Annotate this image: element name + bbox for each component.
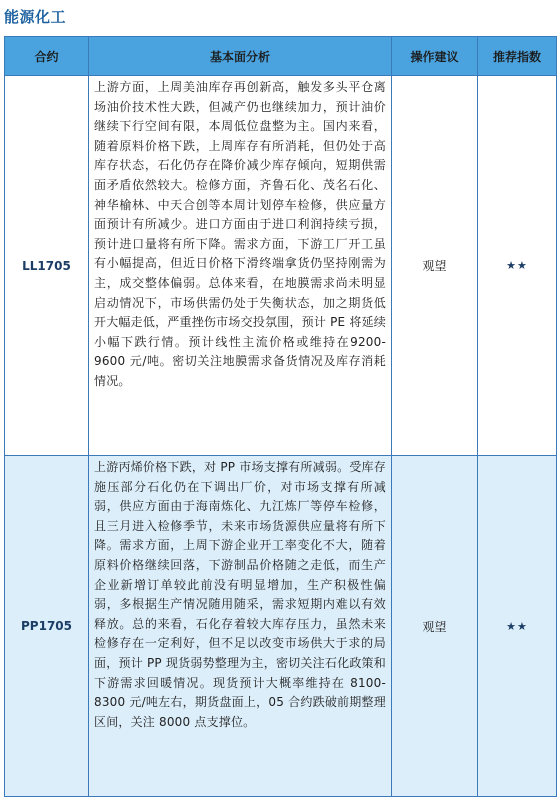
rating-stars: ★★: [478, 76, 557, 456]
advice-cell: 观望: [392, 456, 478, 797]
table-row: [5, 76, 557, 456]
analysis-cell: 上游丙烯价格下跌，对 PP 市场支撑有所减弱。受库存施压部分石化仍在下调出厂价，对市场支撑有所减弱，供应方面由于海南炼化、九江炼厂等停车检修，且三月进入检修季节，未来市场货源供应量将有所下降。需求方面，上周下游企业开工率变化不大，随着原料价格继续回落，下游制品价格随之走低，而生产企业新增订单较此前没有明显增加，生产积极性偏弱，多根据生产情况随用随采，需求短期内难以有效释放。总的来看，石化存着较大库存压力，虽然未来检修存在一定利好，但不足以改变市场供大于求的局面，预计 PP 现货弱势整理为主，密切关注石化政策和下游需求回暖情况。现货预计大概率维持在 8100-8300 元/吨左右，期货盘面上，05 合约跌破前期整理区间，关注 8000 点支撑位。: [89, 456, 392, 797]
fundamental-analysis-table: [4, 36, 557, 797]
header-index: 推荐指数: [478, 37, 557, 76]
table-header-row: [5, 37, 557, 76]
table-row: [5, 456, 557, 797]
header-advice: 操作建议: [392, 37, 478, 76]
header-analysis: 基本面分析: [89, 37, 392, 76]
contract-cell: LL1705: [5, 76, 89, 456]
rating-stars: ★★: [478, 456, 557, 797]
header-contract: 合约: [5, 37, 89, 76]
contract-cell: PP1705: [5, 456, 89, 797]
advice-cell: 观望: [392, 76, 478, 456]
analysis-cell: 上游方面，上周美油库存再创新高，触发多头平仓离场油价技术性大跌，但减产仍也继续加力，预计油价继续下行空间有限，本周低位盘整为主。国内来看，随着原料价格下跌，上周库存有所消耗，但仍处于高库存状态，石化仍存在降价减少库存倾向，短期供需面矛盾依然较大。检修方面，齐鲁石化、茂名石化、神华榆林、中天合创等本周计划停车检修，供应量方面预计有所减少。进口方面由于进口利润持续亏损，预计进口量将有所下降。需求方面，下游工厂开工虽有小幅提高，但近日价格下滑终端拿货仍坚持刚需为主，成交整体偏弱。总体来看，在地膜需求尚未明显启动情况下，市场供需仍处于失衡状态，加之期货低开大幅走低，严重挫伤市场交投氛围，预计 PE 将延续小幅下跌行情。预计线性主流价格或维持在9200-9600 元/吨。密切关注地膜需求备货情况及库存消耗情况。: [89, 76, 392, 456]
section-title: 能源化工: [4, 8, 67, 26]
